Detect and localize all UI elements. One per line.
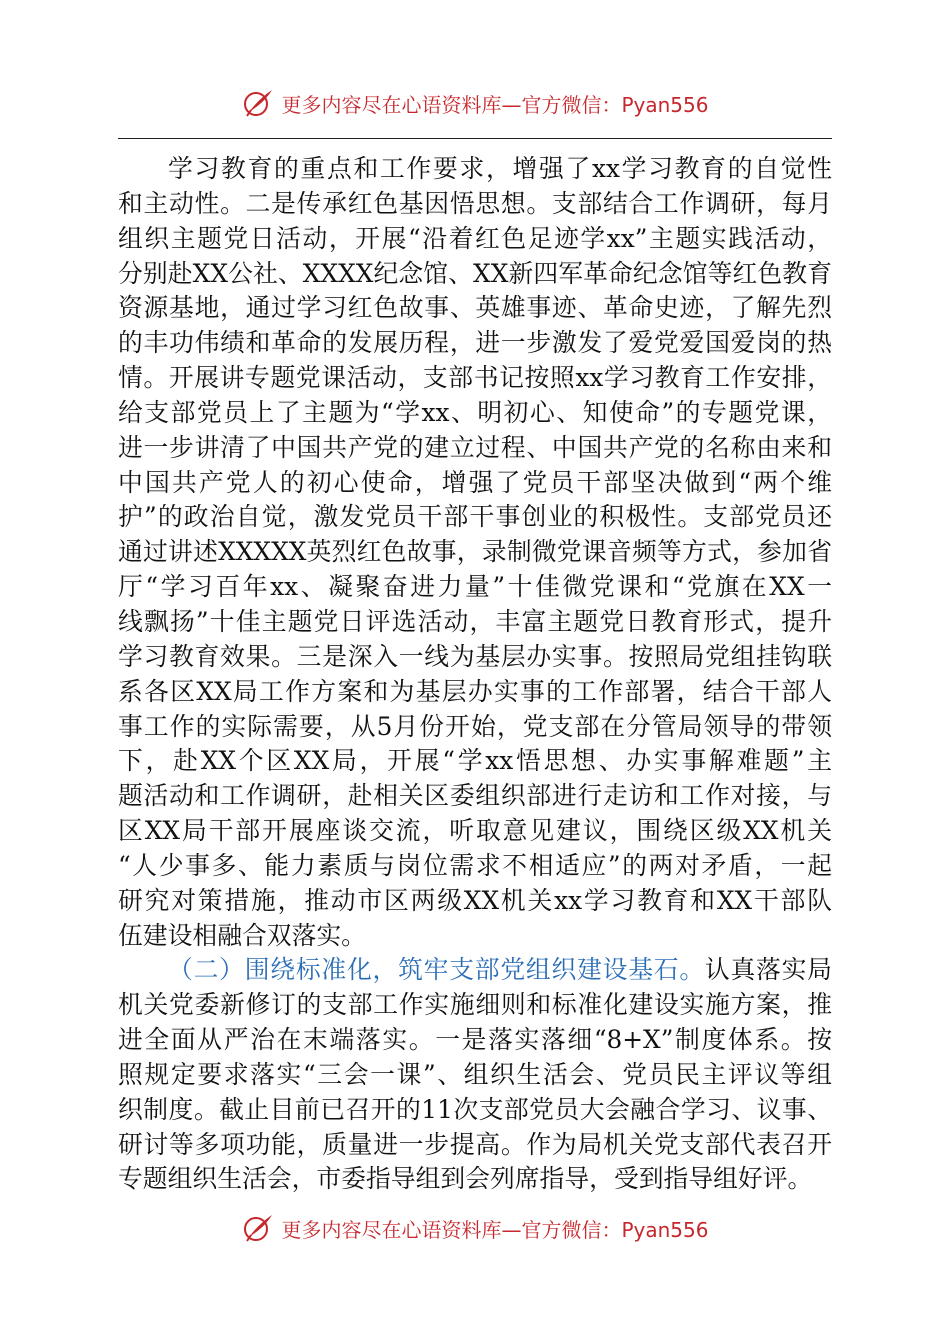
text-line: 专题组织生活会，市委指导组到会列席指导，受到指导组好评。 bbox=[118, 1164, 813, 1194]
text-line: 情。开展讲专题党课活动，支部书记按照xx学习教育工作安排， bbox=[118, 363, 832, 393]
text-line: 的丰功伟绩和革命的发展历程，进一步激发了爱党爱国爱岗的热 bbox=[118, 328, 832, 358]
text-line: 厅“学习百年xx、凝聚奋进力量”十佳微党课和“党旗在XX一 bbox=[118, 572, 832, 602]
text-line: 学习教育效果。三是深入一线为基层办实事。按照局党组挂钩联 bbox=[118, 641, 832, 671]
header-divider bbox=[118, 138, 832, 139]
text-line: “人少事多、能力素质与岗位需求不相适应”的两对矛盾，一起 bbox=[118, 850, 832, 880]
text-line: 资源基地，通过学习红色故事、英雄事迹、革命史迹，了解先烈 bbox=[118, 293, 832, 323]
paragraph-1 bbox=[118, 152, 832, 953]
watermark-footer bbox=[0, 1211, 950, 1245]
paragraph-2 bbox=[118, 953, 832, 1197]
text-line: 进一步讲清了中国共产党的建立过程、中国共产党的名称由来和 bbox=[118, 432, 832, 462]
text-line: 中国共产党人的初心使命，增强了党员干部坚决做到“两个维 bbox=[118, 467, 832, 497]
text-line bbox=[118, 953, 832, 988]
text-line: 照规定要求落实“三会一课”、组织生活会、党员民主评议等组 bbox=[118, 1059, 832, 1089]
text-line: 进全面从严治在末端落实。一是落实落细“8+X”制度体系。按 bbox=[118, 1025, 832, 1055]
watermark-header bbox=[0, 86, 950, 120]
text-line: 下，赴XX个区XX局，开展“学xx悟思想、办实事解难题”主 bbox=[118, 746, 832, 776]
text-line: 分别赴XX公社、XXXX纪念馆、XX新四军革命纪念馆等红色教育 bbox=[118, 258, 832, 288]
watermark-text: 更多内容尽在心语资料库—官方微信：Pyan556 bbox=[281, 1217, 709, 1242]
text-line: 研究对策措施，推动市区两级XX机关xx学习教育和XX干部队 bbox=[118, 885, 832, 915]
text-line: 题活动和工作调研，赴相关区委组织部进行走访和工作对接，与 bbox=[118, 781, 832, 811]
text-line: 和主动性。二是传承红色基因悟思想。支部结合工作调研，每月 bbox=[118, 188, 832, 218]
text-line: 给支部党员上了主题为“学xx、明初心、知使命”的专题党课， bbox=[118, 397, 832, 427]
text-line: 事工作的实际需要，从5月份开始，党支部在分管局领导的带领 bbox=[118, 711, 832, 741]
text-line: 护”的政治自觉，激发党员干部干事创业的积极性。支部党员还 bbox=[118, 502, 832, 532]
section-heading: （二）围绕标准化，筑牢支部党组织建设基石。 bbox=[168, 955, 705, 985]
text-line: 线飘扬”十佳主题党日评选活动，丰富主题党日教育形式，提升 bbox=[118, 606, 832, 636]
text-line: 组织主题党日活动，开展“沿着红色足迹学xx”主题实践活动， bbox=[118, 223, 832, 253]
watermark-text: 更多内容尽在心语资料库—官方微信：Pyan556 bbox=[281, 92, 709, 117]
text-line: 伍建设相融合双落实。 bbox=[118, 920, 366, 950]
text-line: 织制度。截止目前已召开的11次支部党员大会融合学习、议事、 bbox=[118, 1094, 832, 1124]
text-line: 研讨等多项功能，质量进一步提高。作为局机关党支部代表召开 bbox=[118, 1129, 832, 1159]
text-line: 系各区XX局工作方案和为基层办实事的工作部署，结合干部人 bbox=[118, 676, 832, 706]
document-body bbox=[118, 152, 832, 1197]
text-line: 区XX局干部开展座谈交流，听取意见建议，围绕区级XX机关 bbox=[118, 816, 832, 846]
text-line: 学习教育的重点和工作要求，增强了xx学习教育的自觉性 bbox=[168, 154, 832, 183]
feather-quill-circle-icon bbox=[241, 1211, 275, 1245]
feather-quill-circle-icon bbox=[241, 86, 275, 120]
heading-trailing-text: 认真落实局 bbox=[704, 955, 832, 985]
text-line: 机关党委新修订的支部工作实施细则和标准化建设实施方案，推 bbox=[118, 990, 832, 1020]
text-line: 通过讲述XXXXX英烈红色故事，录制微党课音频等方式，参加省 bbox=[118, 537, 832, 567]
